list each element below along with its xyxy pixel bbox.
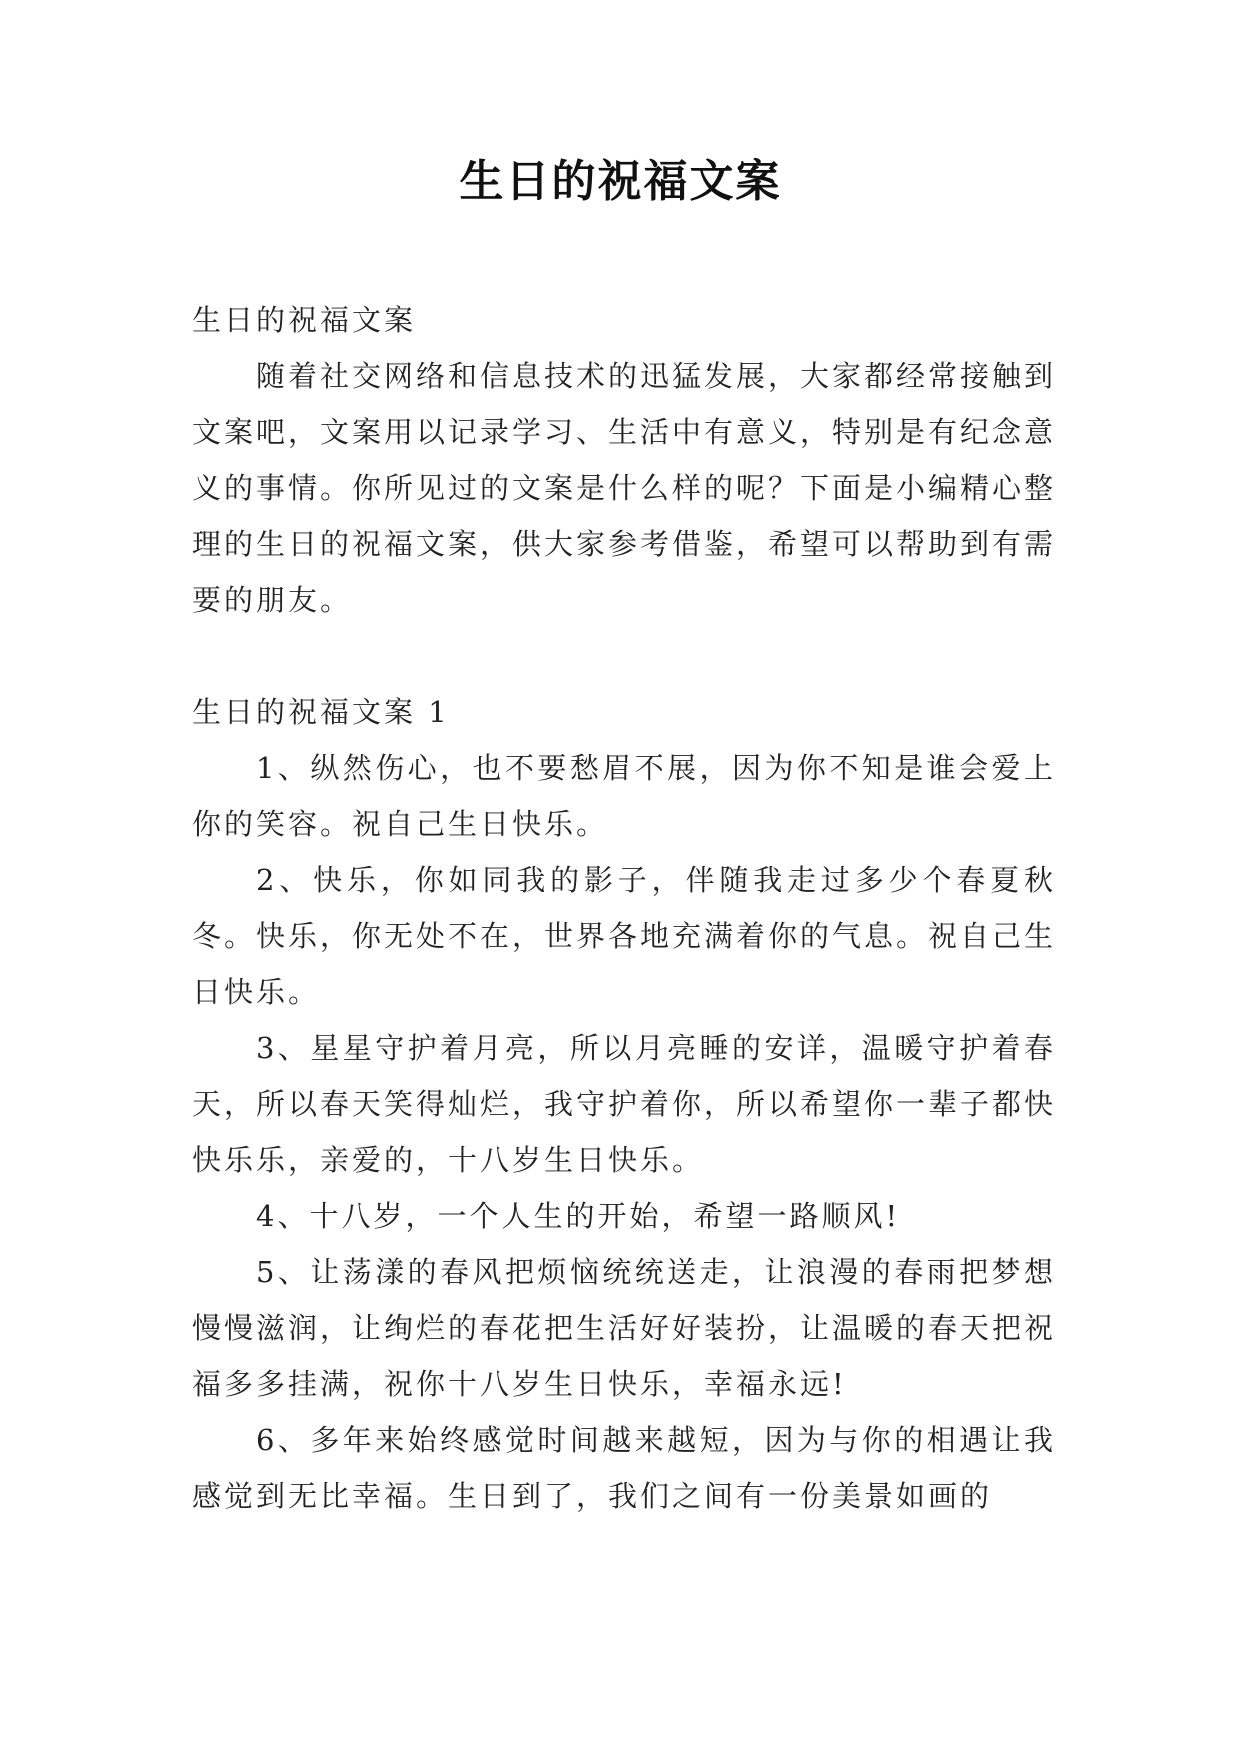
document-body [192,292,1056,1524]
section-heading: 生日的祝福文案 1 [192,695,450,729]
section-spacer [192,628,1056,684]
wish-item-4: 4、十八岁，一个人生的开始，希望一路顺风! [256,1199,901,1233]
wish-item-6: 6、多年来始终感觉时间越来越短，因为与你的相遇让我感觉到无比幸福。生日到了，我们之间有一份美景如画的 [192,1423,1056,1513]
wish-item-2: 2、快乐，你如同我的影子，伴随我走过多少个春夏秋冬。快乐，你无处不在，世界各地充满着你的气息。祝自己生日快乐。 [192,863,1057,1009]
document-title: 生日的祝福文案 [459,156,782,207]
intro-paragraph: 随着社交网络和信息技术的迅猛发展，大家都经常接触到文案吧，文案用以记录学习、生活中有意义，特别是有纪念意义的事情。你所见过的文案是什么样的呢？下面是小编精心整理的生日的祝福文案，供大家参考借鉴，希望可以帮助到有需要的朋友。 [192,359,1057,617]
wish-item-3: 3、星星守护着月亮，所以月亮睡的安详，温暖守护着春天，所以春天笑得灿烂，我守护着你，所以希望你一辈子都快快乐乐，亲爱的，十八岁生日快乐。 [192,1031,1057,1177]
wish-item-1: 1、纵然伤心，也不要愁眉不展，因为你不知是谁会爱上你的笑容。祝自己生日快乐。 [192,751,1056,841]
intro-heading: 生日的祝福文案 [192,303,417,337]
wish-item-5: 5、让荡漾的春风把烦恼统统送走，让浪漫的春雨把梦想慢慢滋润，让绚烂的春花把生活好好装扮，让温暖的春天把祝福多多挂满，祝你十八岁生日快乐，幸福永远! [192,1255,1057,1401]
